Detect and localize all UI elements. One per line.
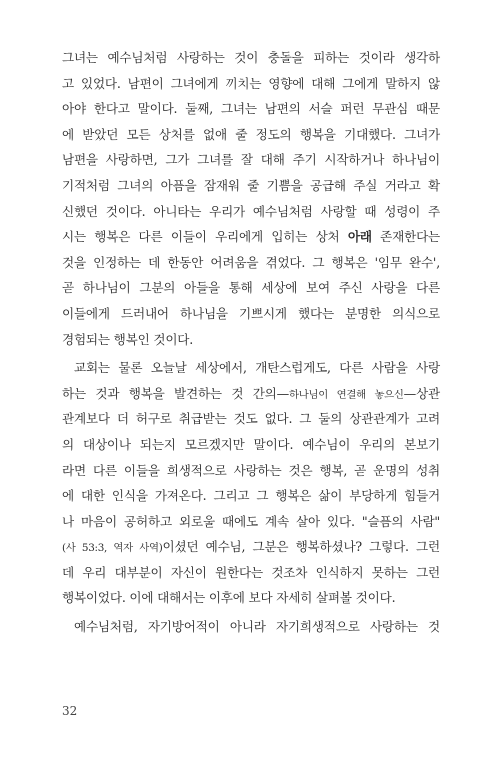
paragraph-2 bbox=[62, 355, 440, 611]
text-line: 예수님처럼, 자기방어적이 아니라 자기희생적으로 사랑하는 것 bbox=[74, 619, 440, 635]
text-run: 이셨던 예수님, 그분은 행복하셨나? 그렇다. 그런 bbox=[162, 539, 440, 555]
text-line: 신했던 것이다. 아니타는 우리가 예수님처럼 사랑할 때 성령이 주 bbox=[62, 203, 440, 219]
text-line: 그녀는 예수님처럼 사랑하는 것이 충돌을 피하는 것이라 생각하 bbox=[62, 50, 440, 65]
text-line bbox=[62, 534, 440, 560]
text-line: 아야 한다고 말이다. 둘째, 그녀는 남편의 서슬 퍼런 무관심 때문 bbox=[62, 101, 440, 117]
text-run: —상관 bbox=[403, 385, 440, 401]
text-run: 하는 것과 행복을 발견하는 것 간의— bbox=[62, 385, 290, 401]
text-line: 에 대한 인식을 가져온다. 그리고 그 행복은 삶이 부당하게 힘들거 bbox=[62, 488, 440, 504]
text-line bbox=[62, 381, 440, 407]
text-run: 시는 행복은 다른 이들이 우리에게 입히는 상처 bbox=[62, 229, 348, 245]
text-line: 행복이었다. 이에 대해서는 이후에 보다 자세히 살펴볼 것이다. bbox=[62, 590, 396, 606]
text-line: 기적처럼 그녀의 아픔을 잠재워 줄 기쁨을 공급해 주실 거라고 확 bbox=[62, 177, 440, 193]
text-line: 경험되는 행복인 것이다. bbox=[62, 331, 194, 347]
text-line: 라면 다른 이들을 희생적으로 사랑하는 것은 행복, 곧 운명의 성취 bbox=[62, 462, 440, 478]
text-run: 존재한다는 bbox=[371, 229, 441, 245]
text-line: 교회는 물론 오늘날 세상에서, 개탄스럽게도, 다른 사람을 사랑 bbox=[74, 360, 440, 376]
text-line: 나 마음이 공허하고 외로울 때에도 계속 살아 있다. "슬픔의 사람" bbox=[62, 513, 440, 529]
scripture-reference: (사 53:3, 역자 사역) bbox=[62, 542, 163, 555]
paragraph-1 bbox=[62, 45, 440, 352]
text-line: 관계보다 더 허구로 취급받는 것도 없다. 그 둘의 상관관계가 고려 bbox=[62, 411, 440, 427]
text-line: 의 대상이나 되는지 모르겠지만 말이다. 예수님이 우리의 본보기 bbox=[62, 436, 440, 452]
inline-note: 하나님이 연결해 놓으신 bbox=[289, 388, 404, 401]
emphasis-text: 아래 bbox=[347, 229, 372, 245]
paragraph-3 bbox=[62, 614, 440, 640]
text-line: 에 받았던 모든 상처를 없애 줄 정도의 행복을 기대했다. 그녀가 bbox=[62, 126, 440, 142]
text-line: 것을 인정하는 데 한동안 어려움을 겪었다. 그 행복은 '임무 완수', bbox=[62, 254, 440, 270]
text-line bbox=[62, 224, 440, 250]
text-line: 고 있었다. 남편이 그녀에게 끼치는 영향에 대해 그에게 말하지 않 bbox=[62, 75, 440, 91]
body-text bbox=[62, 45, 440, 640]
text-line: 남편을 사랑하면, 그가 그녀를 잘 대해 주기 시작하거나 하나님이 bbox=[62, 152, 440, 168]
text-line: 이들에게 드러내어 하나님을 기쁘시게 했다는 분명한 의식으로 bbox=[62, 305, 440, 321]
text-line: 곧 하나님이 그분의 아들을 통해 세상에 보여 주신 사랑을 다른 bbox=[62, 280, 440, 296]
page-number: 32 bbox=[62, 704, 78, 718]
text-line: 데 우리 대부분이 자신이 원한다는 것조차 인식하지 못하는 그런 bbox=[62, 564, 440, 580]
